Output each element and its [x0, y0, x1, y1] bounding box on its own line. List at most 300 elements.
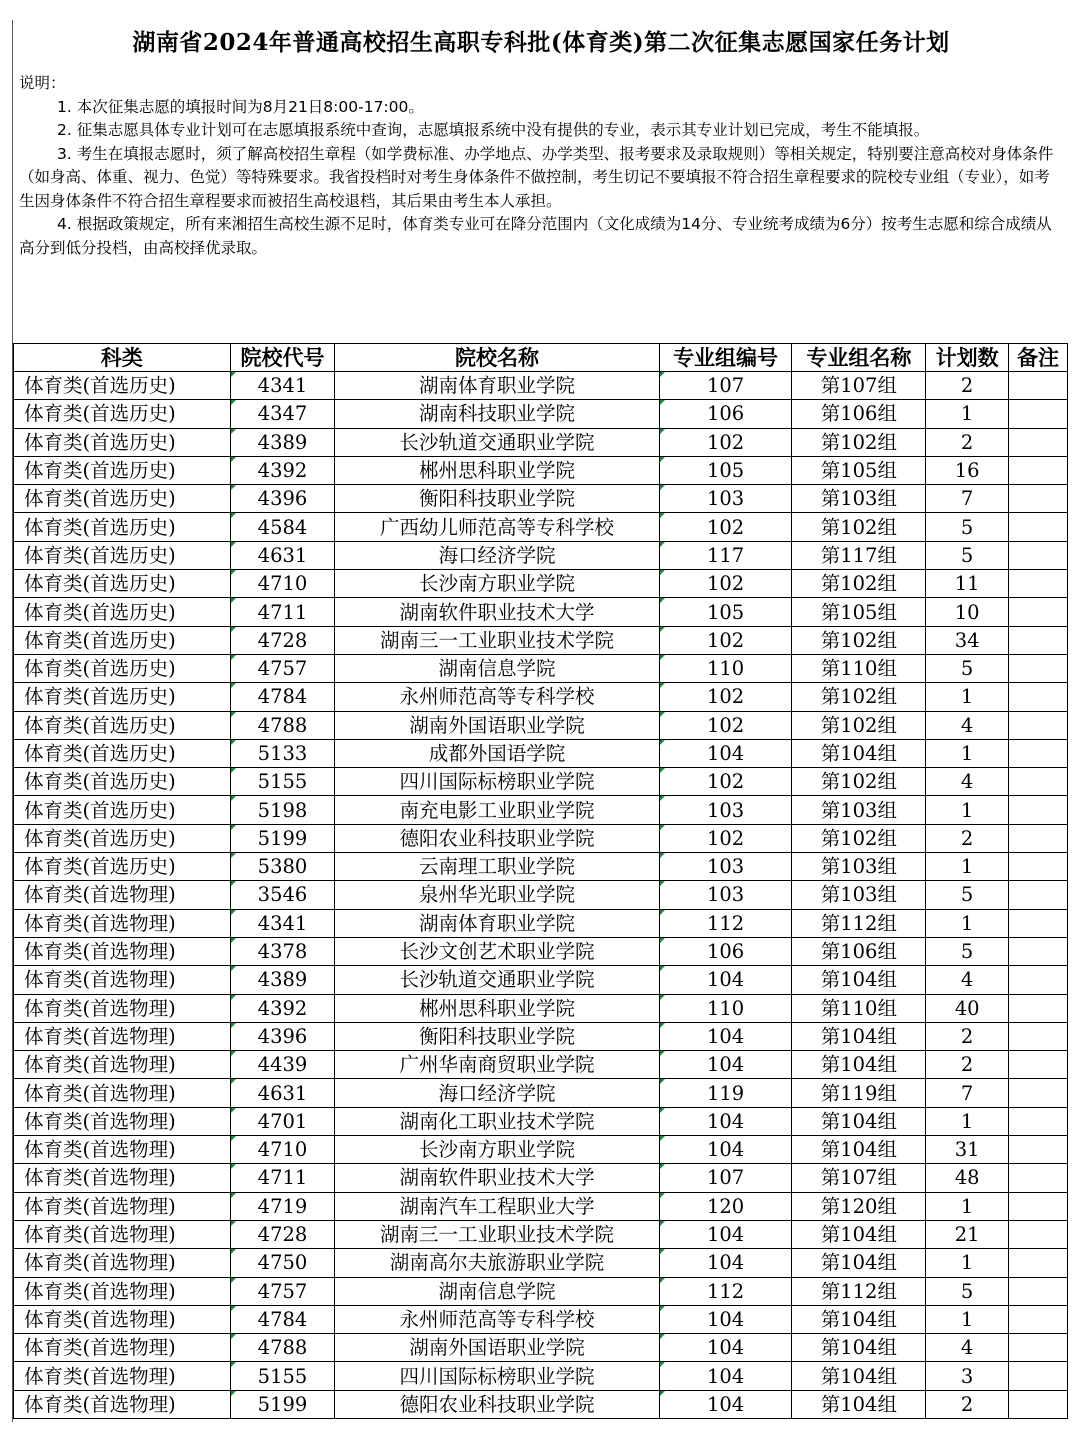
school-code-cell: 4710: [230, 570, 335, 598]
table-row: [14, 1334, 1068, 1362]
category-cell: 体育类(首选历史): [14, 513, 231, 541]
category-cell: 体育类(首选历史): [14, 428, 231, 456]
school-name-cell: 四川国际标榜职业学院: [335, 1362, 659, 1390]
remarks-cell: [1009, 456, 1068, 484]
school-name-cell: 湖南化工职业技术学院: [335, 1107, 659, 1135]
group-name-cell: 第102组: [792, 768, 926, 796]
remarks-cell: [1009, 1277, 1068, 1305]
table-header-row: [14, 344, 1068, 372]
table-row: [14, 796, 1068, 824]
header-group-name: 专业组名称: [792, 344, 926, 372]
group-name-cell: 第107组: [792, 1164, 926, 1192]
header-school-code: 院校代号: [230, 344, 335, 372]
table-row: [14, 400, 1068, 428]
group-number-cell: 106: [659, 937, 792, 965]
table-row: [14, 428, 1068, 456]
remarks-cell: [1009, 1192, 1068, 1220]
remarks-cell: [1009, 683, 1068, 711]
group-number-cell: 103: [659, 796, 792, 824]
table-row: [14, 1136, 1068, 1164]
plan-count-cell: 5: [926, 541, 1009, 569]
group-number-cell: 106: [659, 400, 792, 428]
group-number-cell: 104: [659, 1107, 792, 1135]
plan-count-cell: 2: [926, 824, 1009, 852]
remarks-cell: [1009, 541, 1068, 569]
school-code-cell: 4389: [230, 428, 335, 456]
group-number-cell: 102: [659, 768, 792, 796]
school-code-cell: 4711: [230, 1164, 335, 1192]
notes-section: [19, 72, 1065, 260]
category-cell: 体育类(首选历史): [14, 824, 231, 852]
category-cell: 体育类(首选历史): [14, 626, 231, 654]
school-code-cell: 4378: [230, 937, 335, 965]
category-cell: 体育类(首选历史): [14, 456, 231, 484]
note-item-4: 4. 根据政策规定，所有来湘招生高校生源不足时，体育类专业可在降分范围内（文化成绩为14分、专业统考成绩为6分）按考生志愿和综合成绩从高分到低分投档，由高校择优录取。: [19, 215, 1052, 257]
group-number-cell: 103: [659, 485, 792, 513]
group-name-cell: 第104组: [792, 1362, 926, 1390]
table-row: [14, 456, 1068, 484]
school-code-cell: 4584: [230, 513, 335, 541]
plan-count-cell: 10: [926, 598, 1009, 626]
category-cell: 体育类(首选物理): [14, 1220, 231, 1248]
table-row: [14, 909, 1068, 937]
group-name-cell: 第102组: [792, 626, 926, 654]
plan-count-cell: 2: [926, 372, 1009, 400]
remarks-cell: [1009, 796, 1068, 824]
group-number-cell: 102: [659, 824, 792, 852]
table-row: [14, 1192, 1068, 1220]
school-name-cell: 湖南信息学院: [335, 654, 659, 682]
school-code-cell: 4631: [230, 541, 335, 569]
category-cell: 体育类(首选物理): [14, 881, 231, 909]
category-cell: 体育类(首选物理): [14, 1136, 231, 1164]
group-number-cell: 105: [659, 598, 792, 626]
category-cell: 体育类(首选历史): [14, 541, 231, 569]
group-number-cell: 107: [659, 372, 792, 400]
plan-count-cell: 5: [926, 881, 1009, 909]
plan-count-cell: 2: [926, 1022, 1009, 1050]
plan-count-cell: 5: [926, 513, 1009, 541]
category-cell: 体育类(首选历史): [14, 485, 231, 513]
table-row: [14, 881, 1068, 909]
school-code-cell: 4396: [230, 485, 335, 513]
group-number-cell: 117: [659, 541, 792, 569]
remarks-cell: [1009, 598, 1068, 626]
plan-count-cell: 1: [926, 739, 1009, 767]
school-name-cell: 湖南外国语职业学院: [335, 1334, 659, 1362]
table-row: [14, 1164, 1068, 1192]
category-cell: 体育类(首选物理): [14, 1079, 231, 1107]
school-code-cell: 4757: [230, 654, 335, 682]
group-name-cell: 第120组: [792, 1192, 926, 1220]
group-name-cell: 第104组: [792, 1305, 926, 1333]
remarks-cell: [1009, 1079, 1068, 1107]
school-name-cell: 衡阳科技职业学院: [335, 1022, 659, 1050]
header-school-name: 院校名称: [335, 344, 659, 372]
school-code-cell: 5199: [230, 1390, 335, 1418]
group-number-cell: 102: [659, 683, 792, 711]
category-cell: 体育类(首选物理): [14, 994, 231, 1022]
school-code-cell: 4788: [230, 711, 335, 739]
remarks-cell: [1009, 824, 1068, 852]
category-cell: 体育类(首选物理): [14, 1192, 231, 1220]
group-name-cell: 第104组: [792, 966, 926, 994]
category-cell: 体育类(首选物理): [14, 966, 231, 994]
school-name-cell: 湖南软件职业技术大学: [335, 1164, 659, 1192]
table-row: [14, 739, 1068, 767]
plan-count-cell: 7: [926, 485, 1009, 513]
category-cell: 体育类(首选物理): [14, 937, 231, 965]
school-code-cell: 4347: [230, 400, 335, 428]
remarks-cell: [1009, 994, 1068, 1022]
school-name-cell: 德阳农业科技职业学院: [335, 1390, 659, 1418]
group-number-cell: 104: [659, 1305, 792, 1333]
group-number-cell: 104: [659, 1136, 792, 1164]
group-number-cell: 104: [659, 1220, 792, 1248]
group-number-cell: 104: [659, 1051, 792, 1079]
remarks-cell: [1009, 626, 1068, 654]
table-row: [14, 1249, 1068, 1277]
group-name-cell: 第110组: [792, 654, 926, 682]
table-row: [14, 598, 1068, 626]
table-row: [14, 853, 1068, 881]
group-name-cell: 第104组: [792, 1334, 926, 1362]
category-cell: 体育类(首选历史): [14, 768, 231, 796]
school-code-cell: 4389: [230, 966, 335, 994]
group-name-cell: 第104组: [792, 1249, 926, 1277]
table-row: [14, 570, 1068, 598]
group-name-cell: 第104组: [792, 1107, 926, 1135]
category-cell: 体育类(首选物理): [14, 1107, 231, 1135]
school-name-cell: 湖南体育职业学院: [335, 909, 659, 937]
group-name-cell: 第103组: [792, 485, 926, 513]
plan-count-cell: 11: [926, 570, 1009, 598]
group-number-cell: 120: [659, 1192, 792, 1220]
school-name-cell: 成都外国语学院: [335, 739, 659, 767]
remarks-cell: [1009, 768, 1068, 796]
remarks-cell: [1009, 1249, 1068, 1277]
table-body: [14, 372, 1068, 1419]
group-name-cell: 第102组: [792, 570, 926, 598]
category-cell: 体育类(首选物理): [14, 1362, 231, 1390]
plan-count-cell: 1: [926, 1192, 1009, 1220]
remarks-cell: [1009, 1022, 1068, 1050]
table-row: [14, 485, 1068, 513]
category-cell: 体育类(首选物理): [14, 1051, 231, 1079]
group-number-cell: 112: [659, 909, 792, 937]
table-row: [14, 1390, 1068, 1418]
school-name-cell: 长沙文创艺术职业学院: [335, 937, 659, 965]
category-cell: 体育类(首选历史): [14, 853, 231, 881]
group-name-cell: 第104组: [792, 739, 926, 767]
school-code-cell: 4711: [230, 598, 335, 626]
remarks-cell: [1009, 485, 1068, 513]
table-row: [14, 1220, 1068, 1248]
school-code-cell: 4392: [230, 456, 335, 484]
school-code-cell: 4341: [230, 372, 335, 400]
group-number-cell: 104: [659, 1249, 792, 1277]
school-name-cell: 湖南体育职业学院: [335, 372, 659, 400]
group-name-cell: 第104组: [792, 1390, 926, 1418]
group-name-cell: 第103组: [792, 881, 926, 909]
group-number-cell: 104: [659, 1362, 792, 1390]
remarks-cell: [1009, 711, 1068, 739]
school-code-cell: 5133: [230, 739, 335, 767]
plan-count-cell: 3: [926, 1362, 1009, 1390]
plan-count-cell: 34: [926, 626, 1009, 654]
category-cell: 体育类(首选历史): [14, 739, 231, 767]
group-number-cell: 103: [659, 881, 792, 909]
category-cell: 体育类(首选历史): [14, 796, 231, 824]
school-name-cell: 湖南三一工业职业技术学院: [335, 1220, 659, 1248]
school-code-cell: 4784: [230, 683, 335, 711]
plan-count-cell: 5: [926, 1277, 1009, 1305]
group-number-cell: 102: [659, 570, 792, 598]
plan-count-cell: 7: [926, 1079, 1009, 1107]
group-number-cell: 103: [659, 853, 792, 881]
category-cell: 体育类(首选物理): [14, 1334, 231, 1362]
header-group-number: 专业组编号: [659, 344, 792, 372]
remarks-cell: [1009, 1164, 1068, 1192]
plan-count-cell: 2: [926, 1051, 1009, 1079]
school-code-cell: 4784: [230, 1305, 335, 1333]
remarks-cell: [1009, 853, 1068, 881]
group-name-cell: 第103组: [792, 853, 926, 881]
header-plan-count: 计划数: [926, 344, 1009, 372]
school-name-cell: 海口经济学院: [335, 1079, 659, 1107]
group-name-cell: 第110组: [792, 994, 926, 1022]
remarks-cell: [1009, 881, 1068, 909]
remarks-cell: [1009, 1220, 1068, 1248]
plan-count-cell: 5: [926, 937, 1009, 965]
group-number-cell: 110: [659, 994, 792, 1022]
plan-count-cell: 1: [926, 909, 1009, 937]
group-name-cell: 第107组: [792, 372, 926, 400]
school-name-cell: 湖南信息学院: [335, 1277, 659, 1305]
school-name-cell: 广州华南商贸职业学院: [335, 1051, 659, 1079]
remarks-cell: [1009, 400, 1068, 428]
school-name-cell: 泉州华光职业学院: [335, 881, 659, 909]
group-name-cell: 第112组: [792, 1277, 926, 1305]
school-code-cell: 4701: [230, 1107, 335, 1135]
school-code-cell: 3546: [230, 881, 335, 909]
table-row: [14, 824, 1068, 852]
table-row: [14, 513, 1068, 541]
group-name-cell: 第104组: [792, 1022, 926, 1050]
remarks-cell: [1009, 1362, 1068, 1390]
remarks-cell: [1009, 937, 1068, 965]
school-code-cell: 4439: [230, 1051, 335, 1079]
remarks-cell: [1009, 1305, 1068, 1333]
remarks-cell: [1009, 372, 1068, 400]
table-row: [14, 994, 1068, 1022]
header-remarks: 备注: [1009, 344, 1068, 372]
remarks-cell: [1009, 1136, 1068, 1164]
table-row: [14, 1051, 1068, 1079]
school-name-cell: 云南理工职业学院: [335, 853, 659, 881]
group-number-cell: 105: [659, 456, 792, 484]
plan-count-cell: 1: [926, 400, 1009, 428]
table-row: [14, 1107, 1068, 1135]
group-name-cell: 第102组: [792, 824, 926, 852]
category-cell: 体育类(首选物理): [14, 1164, 231, 1192]
note-item-1: 1. 本次征集志愿的填报时间为8月21日8:00-17:00。: [57, 97, 424, 116]
school-code-cell: 4341: [230, 909, 335, 937]
group-name-cell: 第102组: [792, 711, 926, 739]
group-name-cell: 第106组: [792, 400, 926, 428]
plan-count-cell: 4: [926, 1334, 1009, 1362]
school-code-cell: 4750: [230, 1249, 335, 1277]
table-row: [14, 711, 1068, 739]
school-code-cell: 4631: [230, 1079, 335, 1107]
school-code-cell: 4728: [230, 626, 335, 654]
plan-count-cell: 1: [926, 1249, 1009, 1277]
notes-heading: 说明：: [19, 74, 66, 92]
group-number-cell: 104: [659, 739, 792, 767]
table-row: [14, 768, 1068, 796]
page-title: 湖南省2024年普通高校招生高职专科批(体育类)第二次征集志愿国家任务计划: [132, 29, 950, 56]
school-code-cell: 4757: [230, 1277, 335, 1305]
group-number-cell: 112: [659, 1277, 792, 1305]
plan-count-cell: 4: [926, 768, 1009, 796]
category-cell: 体育类(首选物理): [14, 909, 231, 937]
plan-count-cell: 40: [926, 994, 1009, 1022]
group-number-cell: 104: [659, 1390, 792, 1418]
table-row: [14, 1362, 1068, 1390]
category-cell: 体育类(首选物理): [14, 1277, 231, 1305]
plan-count-cell: 4: [926, 966, 1009, 994]
table-row: [14, 1305, 1068, 1333]
remarks-cell: [1009, 909, 1068, 937]
school-name-cell: 德阳农业科技职业学院: [335, 824, 659, 852]
remarks-cell: [1009, 739, 1068, 767]
school-name-cell: 衡阳科技职业学院: [335, 485, 659, 513]
group-name-cell: 第102组: [792, 428, 926, 456]
group-name-cell: 第104组: [792, 1136, 926, 1164]
category-cell: 体育类(首选物理): [14, 1249, 231, 1277]
remarks-cell: [1009, 654, 1068, 682]
school-code-cell: 4728: [230, 1220, 335, 1248]
school-code-cell: 4719: [230, 1192, 335, 1220]
group-number-cell: 102: [659, 513, 792, 541]
remarks-cell: [1009, 1051, 1068, 1079]
table-row: [14, 1079, 1068, 1107]
remarks-cell: [1009, 513, 1068, 541]
school-code-cell: 5155: [230, 768, 335, 796]
school-code-cell: 5198: [230, 796, 335, 824]
school-name-cell: 长沙南方职业学院: [335, 1136, 659, 1164]
remarks-cell: [1009, 428, 1068, 456]
group-name-cell: 第104组: [792, 1220, 926, 1248]
remarks-cell: [1009, 966, 1068, 994]
school-name-cell: 永州师范高等专科学校: [335, 683, 659, 711]
remarks-cell: [1009, 1390, 1068, 1418]
school-name-cell: 广西幼儿师范高等专科学校: [335, 513, 659, 541]
group-name-cell: 第102组: [792, 683, 926, 711]
group-number-cell: 119: [659, 1079, 792, 1107]
plan-count-cell: 5: [926, 654, 1009, 682]
school-name-cell: 郴州思科职业学院: [335, 456, 659, 484]
table-row: [14, 541, 1068, 569]
group-number-cell: 102: [659, 711, 792, 739]
category-cell: 体育类(首选历史): [14, 711, 231, 739]
category-cell: 体育类(首选物理): [14, 1390, 231, 1418]
plan-count-cell: 31: [926, 1136, 1009, 1164]
school-name-cell: 湖南汽车工程职业大学: [335, 1192, 659, 1220]
group-number-cell: 104: [659, 1022, 792, 1050]
school-name-cell: 南充电影工业职业学院: [335, 796, 659, 824]
spreadsheet-page: [12, 20, 1068, 1422]
group-name-cell: 第119组: [792, 1079, 926, 1107]
school-name-cell: 四川国际标榜职业学院: [335, 768, 659, 796]
school-code-cell: 4396: [230, 1022, 335, 1050]
plan-count-cell: 16: [926, 456, 1009, 484]
plan-count-cell: 1: [926, 683, 1009, 711]
table-row: [14, 1277, 1068, 1305]
header-category: 科类: [14, 344, 231, 372]
group-name-cell: 第104组: [792, 1051, 926, 1079]
group-name-cell: 第105组: [792, 598, 926, 626]
remarks-cell: [1009, 570, 1068, 598]
school-name-cell: 湖南三一工业职业技术学院: [335, 626, 659, 654]
table-row: [14, 683, 1068, 711]
group-name-cell: 第105组: [792, 456, 926, 484]
school-name-cell: 郴州思科职业学院: [335, 994, 659, 1022]
category-cell: 体育类(首选物理): [14, 1305, 231, 1333]
group-name-cell: 第112组: [792, 909, 926, 937]
school-name-cell: 湖南高尔夫旅游职业学院: [335, 1249, 659, 1277]
school-name-cell: 湖南科技职业学院: [335, 400, 659, 428]
plan-count-cell: 1: [926, 1107, 1009, 1135]
group-number-cell: 104: [659, 966, 792, 994]
group-number-cell: 102: [659, 626, 792, 654]
school-code-cell: 5155: [230, 1362, 335, 1390]
group-number-cell: 110: [659, 654, 792, 682]
school-name-cell: 永州师范高等专科学校: [335, 1305, 659, 1333]
group-name-cell: 第102组: [792, 513, 926, 541]
school-code-cell: 5380: [230, 853, 335, 881]
category-cell: 体育类(首选历史): [14, 598, 231, 626]
school-name-cell: 湖南外国语职业学院: [335, 711, 659, 739]
table-row: [14, 966, 1068, 994]
category-cell: 体育类(首选物理): [14, 1022, 231, 1050]
group-number-cell: 102: [659, 428, 792, 456]
school-code-cell: 4788: [230, 1334, 335, 1362]
plan-count-cell: 2: [926, 1390, 1009, 1418]
group-number-cell: 104: [659, 1334, 792, 1362]
school-code-cell: 4710: [230, 1136, 335, 1164]
category-cell: 体育类(首选历史): [14, 570, 231, 598]
table-row: [14, 626, 1068, 654]
school-code-cell: 5199: [230, 824, 335, 852]
category-cell: 体育类(首选历史): [14, 372, 231, 400]
note-item-2: 2. 征集志愿具体专业计划可在志愿填报系统中查询，志愿填报系统中没有提供的专业，表示其专业计划已完成，考生不能填报。: [57, 121, 930, 139]
plan-count-cell: 4: [926, 711, 1009, 739]
plan-count-cell: 48: [926, 1164, 1009, 1192]
note-item-3: 3. 考生在填报志愿时，须了解高校招生章程（如学费标准、办学地点、办学类型、报考要求及录取规则）等相关规定，特别要注意高校对身体条件（如身高、体重、视力、色觉）等特殊要求。我省投档时对考生身体条件不做控制，考生切记不要填报不符合招生章程要求的院校专业组（专业），如考生因身体条件不符合招生章程要求而被招生高校退档，其后果由考生本人承担。: [19, 144, 1054, 210]
plan-count-cell: 1: [926, 853, 1009, 881]
remarks-cell: [1009, 1334, 1068, 1362]
category-cell: 体育类(首选历史): [14, 400, 231, 428]
school-code-cell: 4392: [230, 994, 335, 1022]
plan-count-cell: 1: [926, 1305, 1009, 1333]
school-name-cell: 海口经济学院: [335, 541, 659, 569]
plan-count-cell: 1: [926, 796, 1009, 824]
group-number-cell: 107: [659, 1164, 792, 1192]
group-name-cell: 第106组: [792, 937, 926, 965]
plan-count-cell: 21: [926, 1220, 1009, 1248]
table-row: [14, 372, 1068, 400]
